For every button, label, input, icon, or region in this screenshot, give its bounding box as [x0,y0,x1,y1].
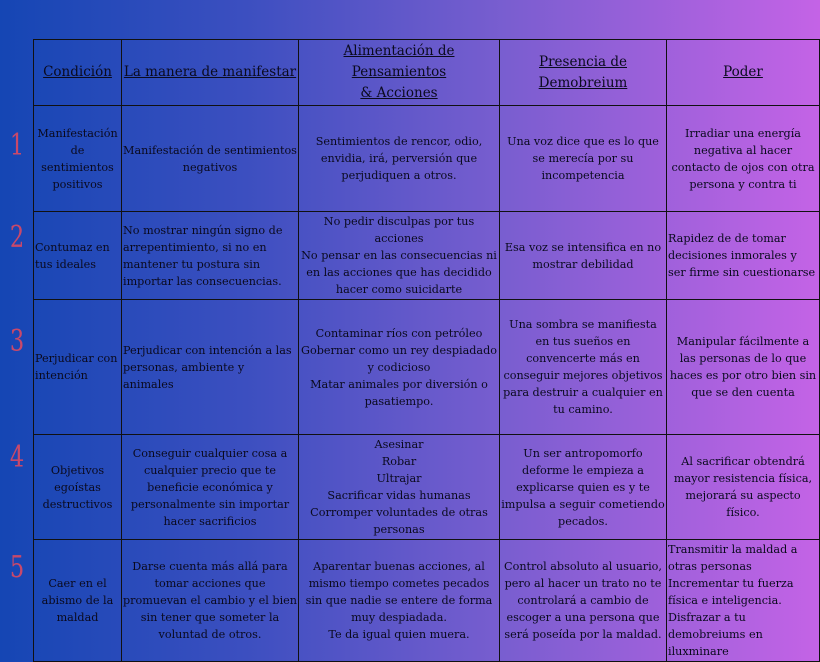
cell-manera: Darse cuenta más allá para tomar acciones que promuevan el cambio y el bien sin tener que someter la voluntad de otros. [122,540,299,662]
cell-alimentacion: Asesinar Robar Ultrajar Sacrificar vidas humanas Corromper voluntades de otras personas [299,435,500,540]
demobreium-table [33,39,820,662]
cell-manera: Perjudicar con intención a las personas, ambiente y animales [122,300,299,435]
cell-poder: Manipular fácilmente a las personas de lo que haces es por otro bien sin que se den cuenta [667,300,820,435]
row-number: 4 [9,440,25,475]
header-alimentacion: Alimentación de Pensamientos & Acciones [299,40,500,106]
row-number: 1 [9,128,25,163]
cell-poder: Irradiar una energía negativa al hacer contacto de ojos con otra persona y contra ti [667,106,820,212]
header-manera: La manera de manifestar [122,40,299,106]
cell-presencia: Una sombra se manifiesta en tus sueños en convencerte más en conseguir mejores objetivos para destruir a cualquier en tu camino. [500,300,667,435]
cell-manera: No mostrar ningún signo de arrepentimiento, si no en mantener tu postura sin importar las consecuencias. [122,212,299,300]
header-presencia: Presencia de Demobreium [500,40,667,106]
cell-condicion: Manifestación de sentimientos positivos [34,106,122,212]
table-row [34,300,820,435]
row-number: 5 [9,550,25,585]
header-row [34,40,820,106]
cell-alimentacion: Contaminar ríos con petróleo Gobernar como un rey despiadado y codicioso Matar animales por diversión o pasatiempo. [299,300,500,435]
cell-presencia: Esa voz se intensifica en no mostrar debilidad [500,212,667,300]
header-poder: Poder [667,40,820,106]
table-row [34,435,820,540]
cell-condicion: Caer en el abismo de la maldad [34,540,122,662]
cell-presencia: Una voz dice que es lo que se merecía por su incompetencia [500,106,667,212]
row-number: 2 [9,220,25,255]
cell-poder: Rapidez de de tomar decisiones inmorales y ser firme sin cuestionarse [667,212,820,300]
cell-presencia: Un ser antropomorfo deforme le empieza a explicarse quien es y te impulsa a seguir cometiendo pecados. [500,435,667,540]
cell-condicion: Contumaz en tus ideales [34,212,122,300]
table-row [34,540,820,662]
cell-manera: Conseguir cualquier cosa a cualquier precio que te beneficie económica y personalmente sin importar hacer sacrificios [122,435,299,540]
row-number: 3 [9,324,25,359]
cell-poder: Transmitir la maldad a otras personas Incrementar tu fuerza física e inteligencia. Disfrazar a tu demobreiums en iluxminare [667,540,820,662]
cell-alimentacion: Sentimientos de rencor, odio, envidia, irá, perversión que perjudiquen a otros. [299,106,500,212]
table-row [34,212,820,300]
table-row [34,106,820,212]
cell-manera: Manifestación de sentimientos negativos [122,106,299,212]
cell-alimentacion: No pedir disculpas por tus acciones No pensar en las consecuencias ni en las acciones que has decidido hacer como suicidarte [299,212,500,300]
cell-condicion: Objetivos egoístas destructivos [34,435,122,540]
cell-condicion: Perjudicar con intención [34,300,122,435]
header-condicion: Condición [34,40,122,106]
cell-presencia: Control absoluto al usuario, pero al hacer un trato no te controlará a cambio de escoger a una persona que será poseída por la maldad. [500,540,667,662]
cell-poder: Al sacrificar obtendrá mayor resistencia física, mejorará su aspecto físico. [667,435,820,540]
cell-alimentacion: Aparentar buenas acciones, al mismo tiempo cometes pecados sin que nadie se entere de forma muy despiadada. Te da igual quien muera. [299,540,500,662]
